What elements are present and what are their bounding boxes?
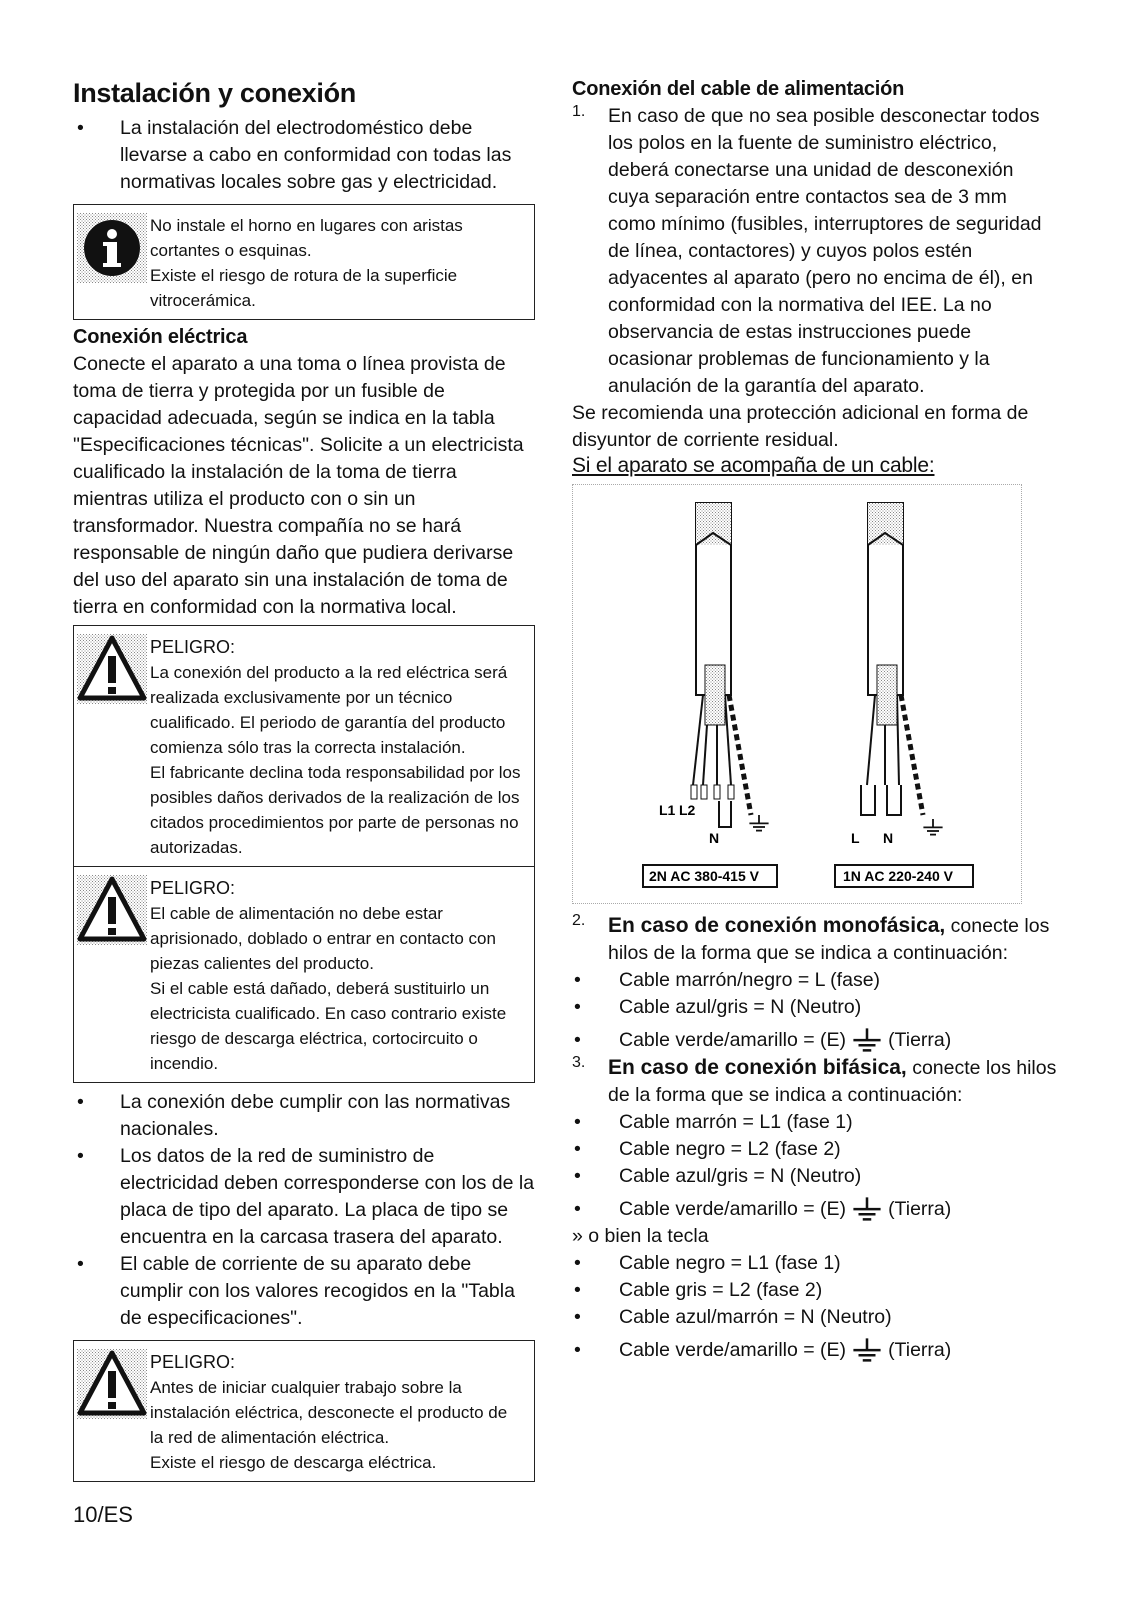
item-number: 2. xyxy=(572,912,586,929)
item-rest: conecte los hilos de la forma que se indica a continuación: xyxy=(608,915,1050,964)
item-number: 1. xyxy=(572,103,586,120)
info-line: Existe el riesgo de rotura de la superficie vitrocerámica. xyxy=(150,266,458,310)
list-item-earth xyxy=(572,1337,1058,1364)
item-text xyxy=(608,1054,1058,1109)
numbered-item xyxy=(572,1054,1058,1109)
caption-left: 2N AC 380-415 V xyxy=(649,868,759,884)
item-text xyxy=(608,912,1058,967)
item-text: En caso de que no sea posible desconectar todos los polos en la fuente de suministro eléctrico, deberá conectarse una unidad de desconexión cuya separación entre contactos sea de 3 mm como mínimo (fusibles, interruptores de seguridad de línea, contactores) y cuyos polos estén adyacentes al aparato (pero no encima de él), en conformidad con la normativa del IEE. La no observancia de estas instrucciones puede ocasionar problemas de funcionamiento y la anulación de la garantía del aparato. xyxy=(608,105,1042,397)
label-n-right: N xyxy=(883,830,894,846)
info-box xyxy=(73,204,535,320)
list-item: • Cable marrón/negro = L (fase) xyxy=(572,967,1058,994)
caption-right: 1N AC 220-240 V xyxy=(843,868,953,884)
list-item-earth xyxy=(572,1027,1058,1054)
danger-line: Existe el riesgo de descarga eléctrica. xyxy=(150,1453,437,1472)
label-l-right: L xyxy=(851,830,860,846)
list-item: • Cable azul/gris = N (Neutro) xyxy=(572,1163,1058,1190)
list-item: • Cable marrón = L1 (fase 1) xyxy=(572,1109,1058,1136)
left-column xyxy=(73,74,535,1488)
danger-line: Antes de iniciar cualquier trabajo sobre la instalación eléctrica, desconecte el producto de la red de alimentación eléctrica. xyxy=(150,1378,508,1447)
item-number: 3. xyxy=(572,1054,586,1071)
list-item: • Cable azul/marrón = N (Neutro) xyxy=(572,1304,1058,1331)
label-l1: L1 xyxy=(659,802,676,818)
danger-box xyxy=(73,1340,535,1482)
earth-prefix: Cable verde/amarillo = (E) xyxy=(619,1029,847,1051)
info-icon xyxy=(74,213,150,313)
list-item: • Cable negro = L1 (fase 1) xyxy=(572,1250,1058,1277)
electrical-heading: Conexión eléctrica xyxy=(73,326,248,348)
earth-icon xyxy=(850,1028,884,1054)
label-l2: L2 xyxy=(679,802,696,818)
label-n-left: N xyxy=(709,830,720,846)
warning-icon xyxy=(74,875,150,1076)
page-number: 10/ES xyxy=(73,1502,133,1527)
list-item-earth xyxy=(572,1196,1058,1223)
danger-line: Si el cable está dañado, deberá sustituirlo un electricista cualificado. En caso contrario existe riesgo de descarga eléctrica, cortocircuito o incendio. xyxy=(150,979,507,1073)
danger-title: PELIGRO: xyxy=(150,878,236,898)
right-column xyxy=(572,74,1058,1364)
danger-title: PELIGRO: xyxy=(150,637,236,657)
intro-bullet: • La instalación del electrodoméstico debe llevarse a cabo en conformidad con todas las normativas locales sobre gas y electricidad. xyxy=(73,115,535,196)
numbered-item xyxy=(572,103,1058,400)
warning-icon xyxy=(74,634,150,860)
earth-icon xyxy=(850,1338,884,1364)
electrical-text: Conecte el aparato a una toma o línea provista de toma de tierra y protegida por un fusible de capacidad adecuada, según se indica en la tabla "Especificaciones técnicas". Solicite a un electricista cualificado la instalación de la toma de tierra mientras utiliza el producto con o sin un transformador. Nuestra compañía no se hará responsable de ningún daño que pudiera derivarse del uso del aparato sin una instalación de toma de tierra en conformidad con la normativa local. xyxy=(73,353,524,618)
list-item: • Cable negro = L2 (fase 2) xyxy=(572,1136,1058,1163)
danger-box xyxy=(73,625,535,867)
danger-box xyxy=(73,867,535,1083)
list-item: • Los datos de la red de suministro de electricidad deben corresponderse con los de la placa de tipo del aparato. La placa de tipo se encuentra en la carcasa trasera del aparato. xyxy=(73,1143,535,1251)
danger-line: El fabricante declina toda responsabilidad por los posibles daños derivados de la realización de los citados procedimientos por parte de personas no autorizadas. xyxy=(150,763,521,857)
or-key-text: » o bien la tecla xyxy=(572,1225,709,1247)
cable-right xyxy=(861,503,943,835)
earth-prefix: Cable verde/amarillo = (E) xyxy=(619,1339,847,1361)
item-bold: En caso de conexión bifásica, xyxy=(608,1056,907,1079)
cable-left xyxy=(691,503,769,831)
danger-line: El cable de alimentación no debe estar aprisionado, doblado o entrar en contacto con piezas calientes del producto. xyxy=(150,904,496,973)
danger-line: La conexión del producto a la red eléctrica será realizada exclusivamente por un técnico cualificado. El periodo de garantía del producto comienza sólo tras la correcta instalación. xyxy=(150,663,508,757)
earth-suffix: (Tierra) xyxy=(888,1029,952,1051)
earth-icon xyxy=(850,1197,884,1223)
list-item: • Cable azul/gris = N (Neutro) xyxy=(572,994,1058,1021)
numbered-item xyxy=(572,912,1058,967)
earth-suffix: (Tierra) xyxy=(888,1339,952,1361)
earth-prefix: Cable verde/amarillo = (E) xyxy=(619,1198,847,1220)
section-title: Instalación y conexión xyxy=(73,78,356,108)
danger-title: PELIGRO: xyxy=(150,1352,236,1372)
power-cable-heading: Conexión del cable de alimentación xyxy=(572,78,905,100)
cable-heading: Si el aparato se acompaña de un cable: xyxy=(572,454,935,477)
item-bold: En caso de conexión monofásica, xyxy=(608,914,946,937)
list-item: • El cable de corriente de su aparato debe cumplir con los valores recogidos en la "Tabla de especificaciones". xyxy=(73,1251,535,1332)
earth-suffix: (Tierra) xyxy=(888,1198,952,1220)
cable-diagram xyxy=(572,484,1022,904)
recommendation-text: Se recomienda una protección adicional en forma de disyuntor de corriente residual. xyxy=(572,402,1029,451)
info-line: No instale el horno en lugares con aristas cortantes o esquinas. xyxy=(150,216,463,260)
item-rest: conecte los hilos de la forma que se indica a continuación: xyxy=(608,1057,1057,1106)
list-item: • Cable gris = L2 (fase 2) xyxy=(572,1277,1058,1304)
list-item: • La conexión debe cumplir con las normativas nacionales. xyxy=(73,1089,535,1143)
warning-icon xyxy=(74,1349,150,1475)
